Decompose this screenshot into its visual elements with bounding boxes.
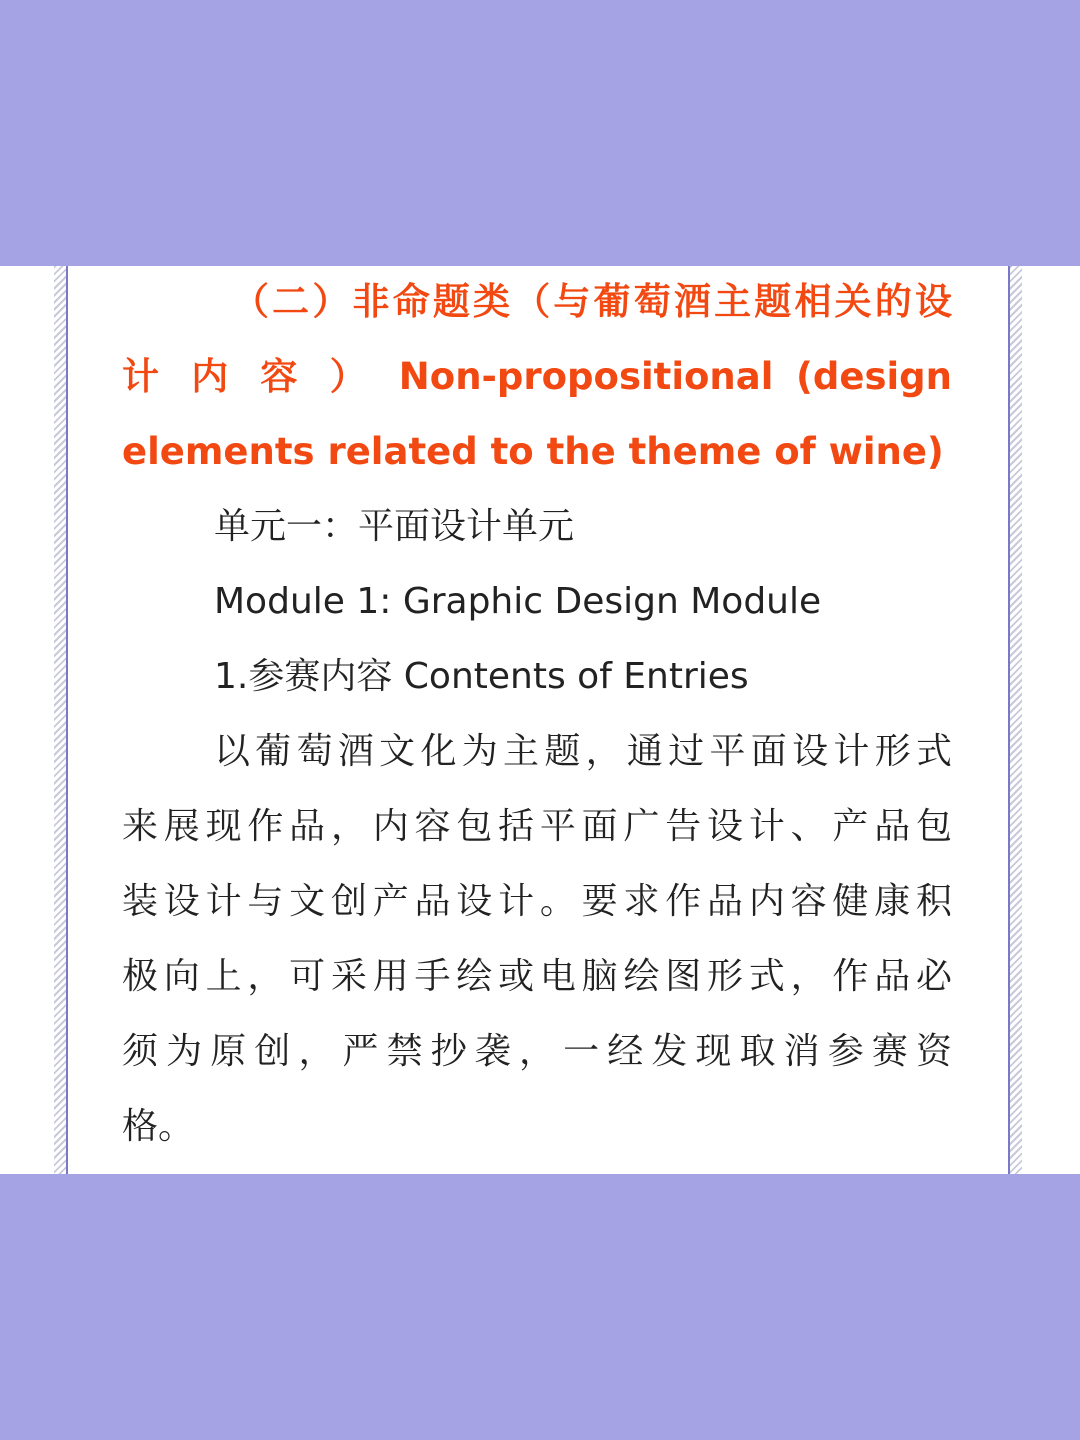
body-line-5: 须为原创，严禁抄袭，一经发现取消参赛资	[122, 1031, 952, 1072]
document-content	[122, 266, 952, 1164]
heading-line-1: （二）非命题类（与葡萄酒主题相关的设	[232, 280, 952, 323]
left-striped-border	[54, 266, 66, 1174]
body-line-1: 以葡萄酒文化为主题，通过平面设计形式	[214, 731, 952, 772]
document-page	[0, 266, 1080, 1174]
body-line-2: 来展现作品，内容包括平面广告设计、产品包	[122, 806, 952, 847]
heading-line-2: 计 内 容 ） Non-propositional (design	[122, 355, 952, 398]
module-en-title: Module 1: Graphic Design Module	[214, 581, 822, 622]
body-line-3: 装设计与文创产品设计。要求作品内容健康积	[122, 881, 952, 922]
body-line-6: 格。	[122, 1106, 195, 1147]
right-striped-border	[1010, 266, 1022, 1174]
section-title: 1.参赛内容 Contents of Entries	[214, 656, 749, 697]
module-cn-title: 单元一：平面设计单元	[214, 506, 575, 547]
body-line-4: 极向上，可采用手绘或电脑绘图形式，作品必	[122, 956, 952, 997]
heading-line-3: elements related to the theme of wine)	[122, 430, 944, 473]
